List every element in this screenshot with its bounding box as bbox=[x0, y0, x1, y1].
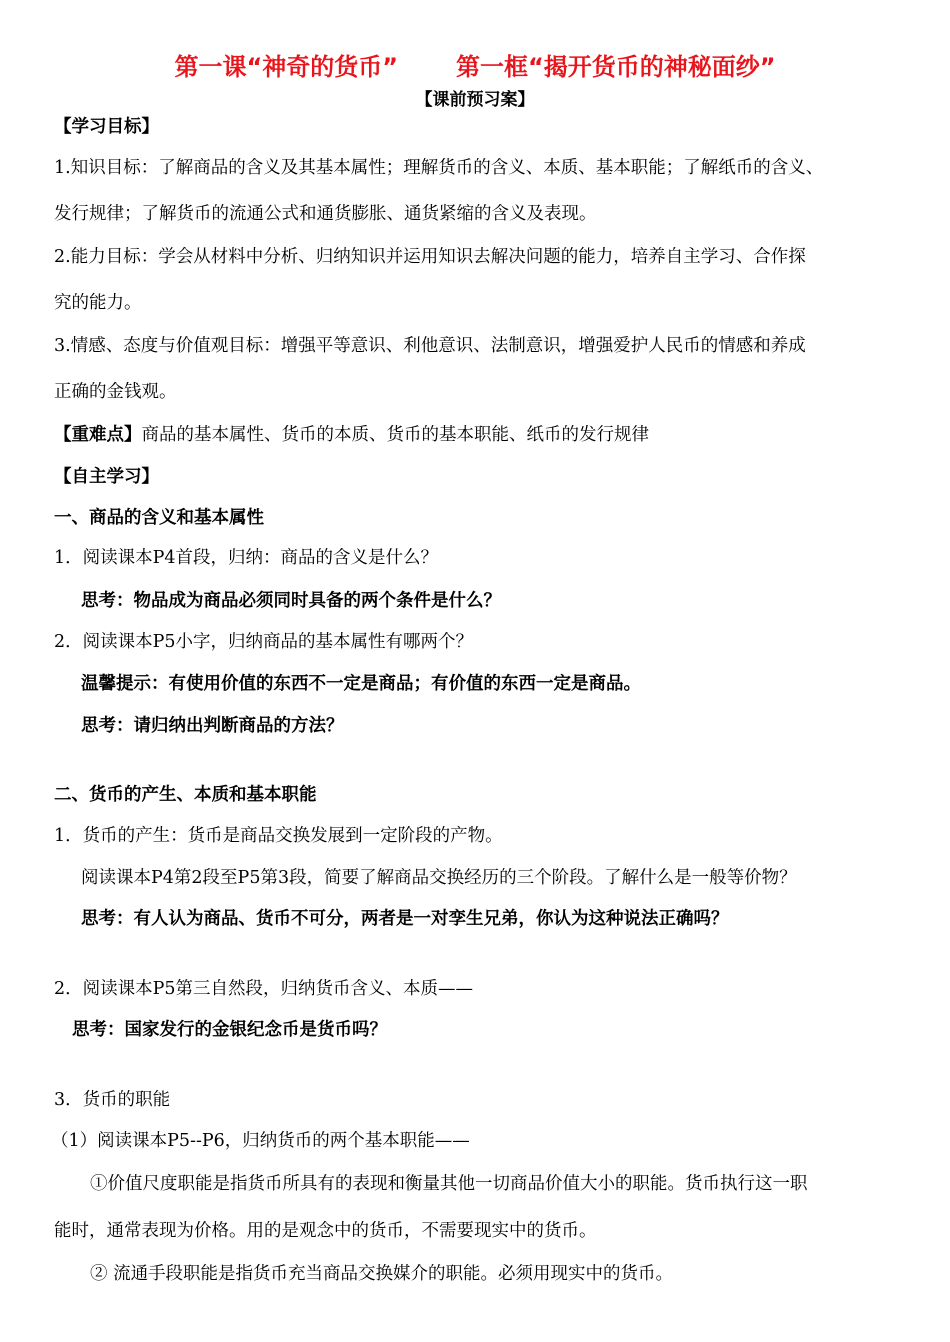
section-2-question-1: 1．货币的产生：货币是商品交换发展到一定阶段的产物。 bbox=[54, 826, 503, 846]
key-points-label: 【重难点】 bbox=[54, 425, 142, 445]
goal-3-line-1: 3.情感、态度与价值观目标：增强平等意识、利他意识、法制意识，增强爱护人民币的情感和养成 bbox=[54, 336, 806, 356]
section-1-think-2: 思考：请归纳出判断商品的方法？ bbox=[81, 716, 344, 736]
lesson-title-part2: 第一框“揭开货币的神秘面纱” bbox=[456, 53, 776, 81]
section-2-question-3-1: （1）阅读课本P5--P6，归纳货币的两个基本职能—— bbox=[51, 1131, 470, 1151]
goals-heading: 【学习目标】 bbox=[54, 117, 159, 137]
goal-1-line-1: 1.知识目标：了解商品的含义及其基本属性；理解货币的含义、本质、基本职能；了解纸币的含义、 bbox=[54, 158, 824, 178]
goal-3-line-2: 正确的金钱观。 bbox=[54, 382, 177, 402]
section-2-question-2: 2．阅读课本P5第三自然段，归纳货币含义、本质—— bbox=[54, 979, 474, 999]
section-1-title: 一、商品的含义和基本属性 bbox=[54, 508, 264, 528]
key-points-text: 商品的基本属性、货币的本质、货币的基本职能、纸币的发行规律 bbox=[141, 425, 649, 445]
lesson-title-part1: 第一课“神奇的货币” bbox=[174, 53, 398, 81]
lesson-subtitle: 【课前预习案】 bbox=[415, 90, 535, 110]
section-1-tip: 温馨提示：有使用价值的东西不一定是商品；有价值的东西一定是商品。 bbox=[81, 674, 641, 694]
section-2-think-2: 思考：国家发行的金银纪念币是货币吗？ bbox=[72, 1020, 387, 1040]
section-2-question-1-read: 阅读课本P4第2段至P5第3段，简要了解商品交换经历的三个阶段。了解什么是一般等价物？ bbox=[81, 868, 797, 888]
section-1-think-1: 思考：物品成为商品必须同时具备的两个条件是什么？ bbox=[81, 591, 501, 611]
function-1-line-2: 能时，通常表现为价格。用的是观念中的货币，不需要现实中的货币。 bbox=[54, 1221, 597, 1241]
goal-2-line-1: 2.能力目标：学会从材料中分析、归纳知识并运用知识去解决问题的能力，培养自主学习、合作探 bbox=[54, 247, 806, 267]
lesson-title bbox=[0, 52, 950, 82]
goal-1-line-2: 发行规律；了解货币的流通公式和通货膨胀、通货紧缩的含义及表现。 bbox=[54, 204, 597, 224]
section-2-question-3: 3．货币的职能 bbox=[54, 1090, 171, 1110]
section-2-title: 二、货币的产生、本质和基本职能 bbox=[54, 785, 317, 805]
function-2: ② 流通手段职能是指货币充当商品交换媒介的职能。必须用现实中的货币。 bbox=[90, 1264, 674, 1284]
goal-2-line-2: 究的能力。 bbox=[54, 293, 142, 313]
section-2-think-1: 思考：有人认为商品、货币不可分，两者是一对孪生兄弟，你认为这种说法正确吗？ bbox=[81, 909, 729, 929]
section-1-question-2: 2．阅读课本P5小字，归纳商品的基本属性有哪两个？ bbox=[54, 632, 474, 652]
key-points bbox=[54, 423, 649, 447]
section-1-question-1: 1．阅读课本P4首段，归纳：商品的含义是什么？ bbox=[54, 548, 439, 568]
self-study-heading: 【自主学习】 bbox=[54, 467, 159, 487]
function-1-line-1: ①价值尺度职能是指货币所具有的表现和衡量其他一切商品价值大小的职能。货币执行这一职 bbox=[90, 1174, 808, 1194]
